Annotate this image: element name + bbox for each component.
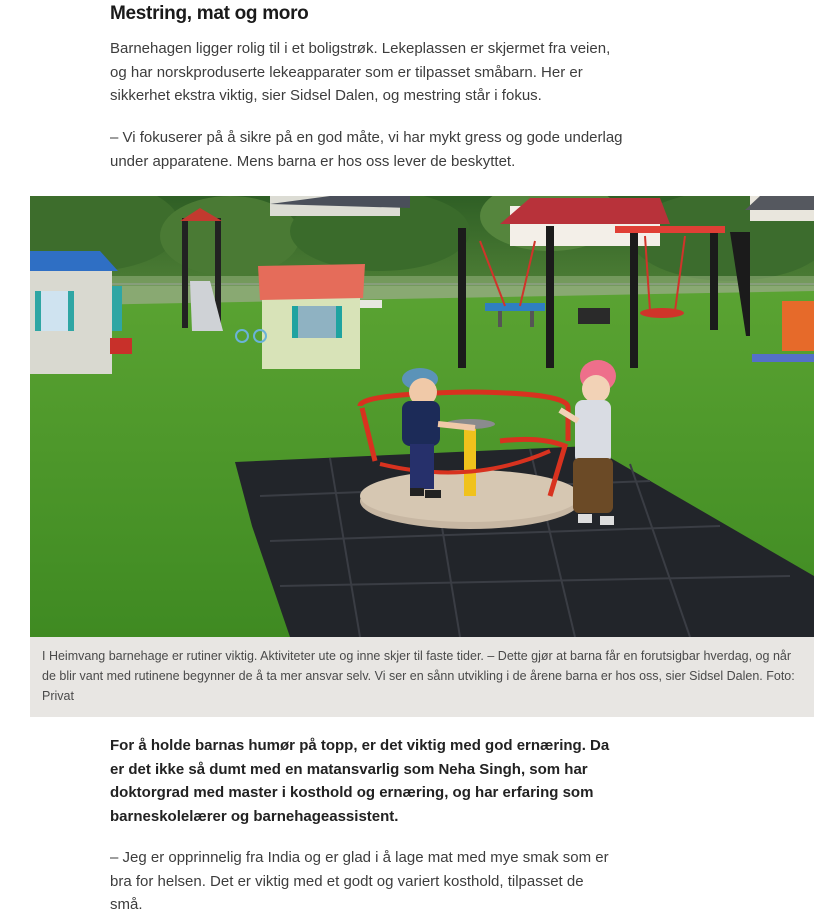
article-paragraph-quote: – Jeg er opprinnelig fra India og er glad i å lage mat med mye smak som er bra for helsen. Det er viktig med et godt og variert kosthold, tilpasset de små. [110,849,609,913]
playground-photo [30,196,814,637]
article-figure [30,196,814,717]
section-heading: Mestring, mat og moro [110,3,309,24]
article-lead-paragraph: For å holde barnas humør på topp, er det viktig med god ernæring. Da er det ikke så dumt med en matansvarlig som Neha Singh, som har doktorgrad med master i kosthold og ernæring, og har erfaring som barneskolelærer og barnehageassistent. [110,737,610,825]
figure-caption: I Heimvang barnehage er rutiner viktig. Aktiviteter ute og inne skjer til faste tider. – Dette gjør at barna får en forutsigbar hverdag, og når de blir vant med rutinene begynner de å ta mer ansvar selv. Vi ser en sånn utvikling i de årene barna er hos oss, sier Sidsel Dalen. Foto: Privat [30,637,814,717]
article-paragraph: Barnehagen ligger rolig til i et boligstrøk. Lekeplassen er skjermet fra veien, og har norskproduserte lekeapparater som er tilpasset småbarn. Her er sikkerhet ekstra viktig, sier Sidsel Dalen, og mestring står i fokus. [110,40,611,104]
article-paragraph-quote: – Vi fokuserer på å sikre på en god måte, vi har mykt gress og gode underlag under apparatene. Mens barna er hos oss lever de beskyttet. [110,129,623,170]
